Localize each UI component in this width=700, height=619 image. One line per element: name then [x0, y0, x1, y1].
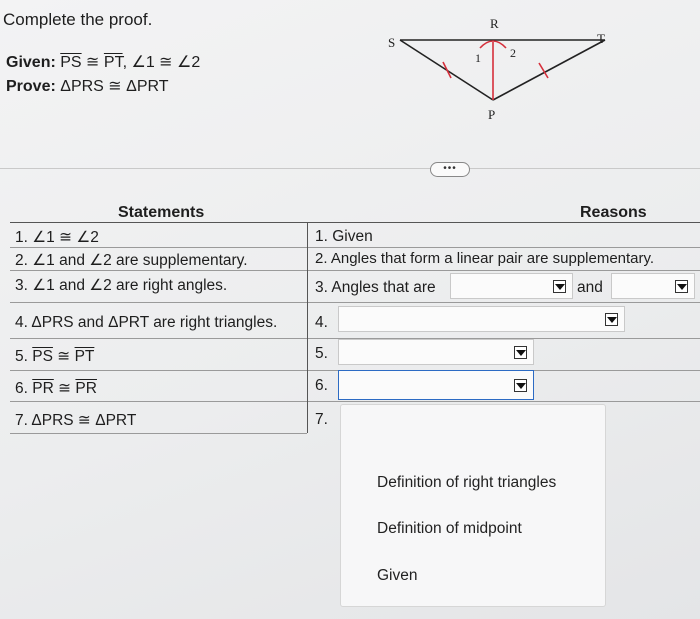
- reason-4-dropdown[interactable]: [338, 306, 625, 332]
- option-given[interactable]: Given: [377, 567, 418, 584]
- given-line: [6, 52, 200, 72]
- reason-5-number: 5.: [315, 345, 328, 362]
- given-segment-pt: $\overline{PT}$: [103, 54, 123, 71]
- option-definition-of-midpoint[interactable]: Definition of midpoint: [377, 520, 522, 537]
- congruent-symbol: ≅: [86, 54, 100, 71]
- triangle-diagram: [380, 12, 630, 127]
- reason-1: 1. Given: [315, 228, 373, 245]
- statements-header: Statements: [118, 204, 205, 221]
- dropdown-arrow-icon: [514, 379, 527, 392]
- label-angle-2: 2: [510, 46, 516, 60]
- table-top-line: [10, 222, 700, 223]
- row-line: [10, 401, 700, 402]
- dropdown-arrow-icon: [514, 346, 527, 359]
- statement-7: 7. ΔPRS ≅ ΔPRT: [15, 412, 137, 429]
- tick-mark-ps: [443, 62, 451, 78]
- reason-4-number: 4.: [315, 314, 328, 331]
- given-angles: , ∠1 ≅ ∠2: [122, 54, 201, 71]
- column-separator: [307, 222, 308, 433]
- statement-4: 4. ΔPRS and ΔPRT are right triangles.: [15, 314, 278, 331]
- label-s: S: [388, 35, 396, 50]
- given-segment-ps: $\overline{PS}$: [60, 54, 82, 71]
- statement-1: 1. ∠1 ≅ ∠2: [15, 229, 99, 246]
- reason-3-dropdown-1[interactable]: [450, 273, 573, 299]
- dropdown-arrow-icon: [553, 280, 566, 293]
- dropdown-arrow-icon: [675, 280, 688, 293]
- reason-3: 3. Angles that are: [315, 279, 436, 296]
- more-button[interactable]: •••: [430, 162, 470, 177]
- divider: [0, 168, 700, 169]
- reason-5-dropdown[interactable]: [338, 339, 534, 365]
- label-angle-1: 1: [475, 51, 481, 65]
- prove-line: [6, 76, 169, 96]
- statement-2: 2. ∠1 and ∠2 are supplementary.: [15, 252, 248, 269]
- prove-statement: ΔPRS ≅ ΔPRT: [60, 78, 169, 95]
- reason-6-dropdown[interactable]: [338, 370, 534, 400]
- label-r: R: [490, 16, 499, 31]
- reason-6-number: 6.: [315, 377, 328, 394]
- label-p: P: [488, 107, 496, 122]
- given-label: Given:: [6, 54, 56, 71]
- reason-7-number: 7.: [315, 411, 328, 428]
- label-t: T: [597, 31, 605, 46]
- row-line: [10, 247, 700, 248]
- row-line: [10, 302, 700, 303]
- reason-2: 2. Angles that form a linear pair are supplementary.: [315, 250, 655, 267]
- statement-3: 3. ∠1 and ∠2 are right angles.: [15, 277, 228, 294]
- prove-label: Prove:: [6, 78, 56, 95]
- reasons-header: Reasons: [580, 204, 647, 221]
- reason-3-and: and: [577, 279, 603, 296]
- instructions: Complete the proof.: [3, 10, 153, 29]
- statement-5: 5. $\overline{PS}$ ≅ $\overline{PT}$: [15, 348, 95, 365]
- reason-3-dropdown-2[interactable]: [611, 273, 695, 299]
- row-line: [10, 433, 307, 434]
- option-definition-of-right-triangles[interactable]: Definition of right triangles: [377, 474, 557, 491]
- dropdown-arrow-icon: [605, 313, 618, 326]
- dropdown-menu: [340, 404, 606, 607]
- statement-6: 6. $\overline{PR}$ ≅ $\overline{PR}$: [15, 380, 97, 397]
- row-line: [10, 270, 700, 271]
